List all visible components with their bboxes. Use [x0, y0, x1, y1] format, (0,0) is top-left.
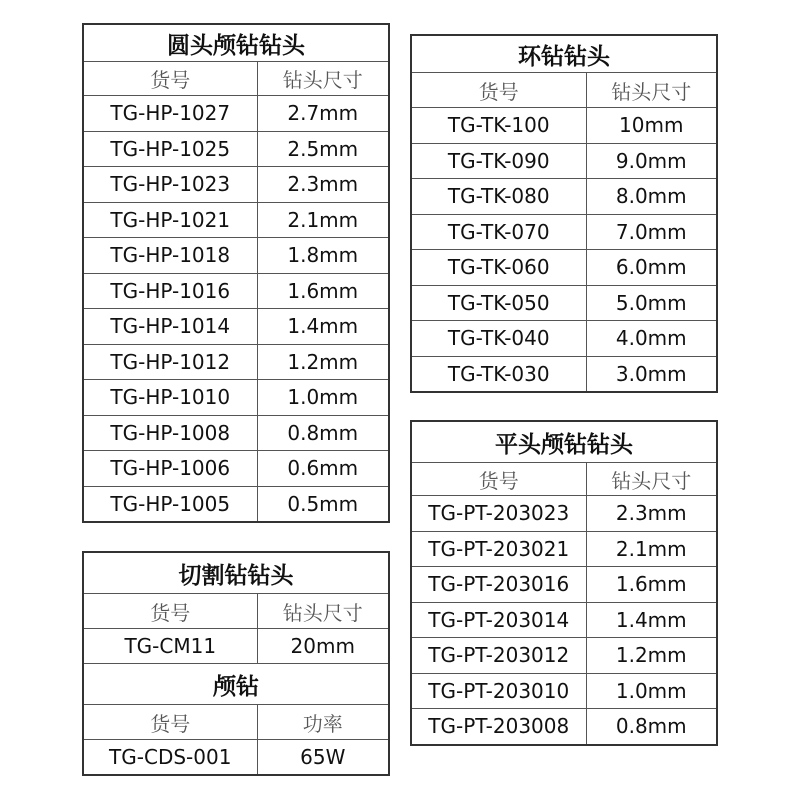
table-row	[411, 638, 717, 674]
value-cell: 1.0mm	[586, 673, 717, 709]
value-cell: 5.0mm	[586, 285, 717, 321]
item-number-cell: TG-TK-040	[411, 321, 586, 357]
item-number-cell: TG-TK-080	[411, 179, 586, 215]
table-row	[411, 285, 717, 321]
item-number-cell: TG-TK-060	[411, 250, 586, 286]
item-number-cell: TG-PT-203021	[411, 531, 586, 567]
value-cell: 9.0mm	[586, 143, 717, 179]
column-header-power: 功率	[257, 705, 389, 740]
table-row	[411, 531, 717, 567]
value-cell: 1.4mm	[586, 602, 717, 638]
table-row	[411, 602, 717, 638]
column-header-item-no: 货号	[83, 705, 257, 740]
item-number-cell: TG-PT-203023	[411, 496, 586, 532]
value-cell: 2.3mm	[257, 167, 389, 203]
item-number-cell: TG-TK-050	[411, 285, 586, 321]
column-header-bit-size: 钻头尺寸	[586, 73, 717, 108]
column-header-item-no: 货号	[411, 463, 586, 496]
item-number-cell: TG-HP-1016	[83, 273, 257, 309]
table-row	[411, 250, 717, 286]
value-cell: 7.0mm	[586, 214, 717, 250]
value-cell: 4.0mm	[586, 321, 717, 357]
item-number-cell: TG-PT-203010	[411, 673, 586, 709]
value-cell: 10mm	[586, 108, 717, 144]
value-cell: 1.0mm	[257, 380, 389, 416]
table-title: 环钻钻头	[411, 35, 717, 73]
value-cell: 1.6mm	[257, 273, 389, 309]
value-cell: 0.5mm	[257, 486, 389, 522]
table-row	[83, 309, 389, 345]
table-row	[411, 496, 717, 532]
item-number-cell: TG-PT-203014	[411, 602, 586, 638]
value-cell: 6.0mm	[586, 250, 717, 286]
table-row	[83, 131, 389, 167]
value-cell: 3.0mm	[586, 356, 717, 392]
item-number-cell: TG-HP-1006	[83, 451, 257, 487]
table-title: 切割钻钻头	[83, 552, 389, 594]
table-row	[411, 356, 717, 392]
item-number-cell: TG-CDS-001	[83, 740, 257, 776]
table-row	[83, 202, 389, 238]
column-header-bit-size: 钻头尺寸	[586, 463, 717, 496]
item-number-cell: TG-HP-1027	[83, 96, 257, 132]
item-number-cell: TG-HP-1014	[83, 309, 257, 345]
table-row	[411, 214, 717, 250]
item-number-cell: TG-HP-1005	[83, 486, 257, 522]
value-cell: 1.2mm	[257, 344, 389, 380]
trephine-drill-bit-table	[410, 34, 718, 393]
value-cell: 20mm	[257, 629, 389, 664]
item-number-cell: TG-CM11	[83, 629, 257, 664]
item-number-cell: TG-TK-030	[411, 356, 586, 392]
value-cell: 0.6mm	[257, 451, 389, 487]
column-header-item-no: 货号	[83, 594, 257, 629]
table-row	[83, 273, 389, 309]
item-number-cell: TG-PT-203012	[411, 638, 586, 674]
column-header-item-no: 货号	[83, 62, 257, 96]
value-cell: 2.1mm	[257, 202, 389, 238]
item-number-cell: TG-HP-1025	[83, 131, 257, 167]
value-cell: 0.8mm	[257, 415, 389, 451]
item-number-cell: TG-HP-1023	[83, 167, 257, 203]
item-number-cell: TG-PT-203016	[411, 567, 586, 603]
value-cell: 2.1mm	[586, 531, 717, 567]
item-number-cell: TG-TK-100	[411, 108, 586, 144]
table-row	[83, 96, 389, 132]
table-row	[83, 740, 389, 776]
value-cell: 1.8mm	[257, 238, 389, 274]
value-cell: 2.3mm	[586, 496, 717, 532]
round-head-drill-bit-table	[82, 23, 390, 523]
item-number-cell: TG-HP-1021	[83, 202, 257, 238]
column-header-bit-size: 钻头尺寸	[257, 62, 389, 96]
item-number-cell: TG-TK-070	[411, 214, 586, 250]
value-cell: 2.7mm	[257, 96, 389, 132]
value-cell: 1.2mm	[586, 638, 717, 674]
cutting-drill-bit-table	[82, 551, 390, 776]
value-cell: 0.8mm	[586, 709, 717, 745]
table-row	[83, 629, 389, 664]
value-cell: 1.6mm	[586, 567, 717, 603]
column-header-bit-size: 钻头尺寸	[257, 594, 389, 629]
item-number-cell: TG-TK-090	[411, 143, 586, 179]
column-header-item-no: 货号	[411, 73, 586, 108]
table-row	[411, 179, 717, 215]
table-row	[83, 238, 389, 274]
table-title: 圆头颅钻钻头	[83, 24, 389, 62]
value-cell: 2.5mm	[257, 131, 389, 167]
table-row	[83, 486, 389, 522]
table-row	[411, 673, 717, 709]
flat-head-drill-bit-table	[410, 420, 718, 746]
cranial-drill-section-title: 颅钻	[83, 664, 389, 705]
table-title: 平头颅钻钻头	[411, 421, 717, 463]
item-number-cell: TG-HP-1018	[83, 238, 257, 274]
table-row	[83, 451, 389, 487]
table-row	[83, 380, 389, 416]
item-number-cell: TG-HP-1008	[83, 415, 257, 451]
value-cell: 8.0mm	[586, 179, 717, 215]
value-cell: 65W	[257, 740, 389, 776]
item-number-cell: TG-HP-1012	[83, 344, 257, 380]
table-row	[83, 415, 389, 451]
table-row	[411, 143, 717, 179]
table-row	[83, 344, 389, 380]
table-row	[411, 321, 717, 357]
table-row	[411, 567, 717, 603]
item-number-cell: TG-PT-203008	[411, 709, 586, 745]
table-row	[411, 108, 717, 144]
table-row	[83, 167, 389, 203]
item-number-cell: TG-HP-1010	[83, 380, 257, 416]
value-cell: 1.4mm	[257, 309, 389, 345]
table-row	[411, 709, 717, 745]
